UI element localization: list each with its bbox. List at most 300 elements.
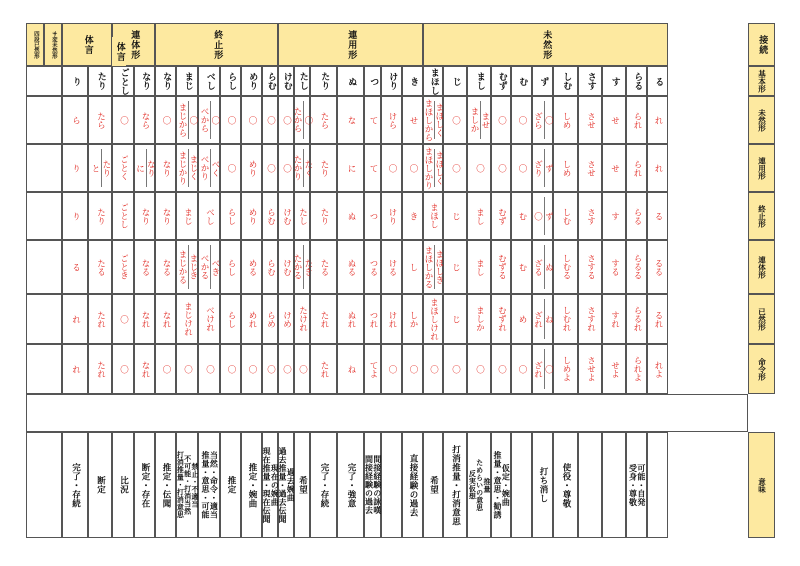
conj-form-variant: まほしく [433,103,444,137]
conj-form: 〇 [204,364,215,374]
conj-cell [443,96,467,144]
conj-cell [62,240,88,294]
conj-form: れ [652,115,663,125]
conj-form: たけれ [297,306,308,332]
conj-cell [155,192,176,240]
conj-form: たり [95,207,106,225]
base-form: なり [161,72,172,90]
conj-form: 〇 [246,115,257,125]
conj-cell [337,344,364,394]
conj-form-variant: まほしかり [423,146,433,190]
conj-form: れよ [652,360,663,378]
conj-form: む [516,262,527,272]
conj-cell [381,294,402,344]
conj-cell [155,96,176,144]
conj-form: て [367,163,378,173]
base-form: さす [585,72,596,90]
group-header-2 [155,23,278,66]
conj-form-variant: べかる [199,254,209,280]
meaning-cell [278,432,294,538]
conj-cell [532,144,553,192]
conj-cell [198,294,220,344]
conj-form: らむ [265,207,276,225]
base-form-cell [176,66,198,96]
conj-form: ぬ [345,211,356,221]
conj-cell [602,344,626,394]
conj-cell [491,144,511,192]
group-header-setsuzoku [748,23,775,66]
conj-form: する [609,258,620,276]
conj-form-variant: 〇 [543,115,554,125]
setsuzoku-label: 接続 [757,34,768,55]
conj-form: なる [160,258,171,276]
conj-cell [176,294,198,344]
conj-form: なれ [139,310,150,328]
conj-form: むずる [496,254,507,280]
conj-form: 〇 [225,115,236,125]
meaning-cell [262,432,278,538]
conj-form: せ [609,163,620,173]
conj-cell [294,294,310,344]
base-form: たし [297,72,308,90]
conj-cell [511,344,532,394]
conj-form: し [407,262,418,272]
meaning-line: 間接経験の過去 [364,455,374,515]
base-form-cell [198,66,220,96]
conj-form: つる [367,258,378,276]
conj-cell [491,294,511,344]
conj-cell [155,294,176,344]
conj-form: しむれ [560,306,571,332]
conj-cell [262,192,278,240]
conj-form: り [70,163,81,173]
conj-cell [532,344,553,394]
variant-divider [188,101,189,139]
variant-divider [434,245,435,289]
left-blank-1 [26,96,62,144]
conj-form: たる [95,258,106,276]
conj-form: られよ [631,356,642,382]
meaning-cell [491,432,511,538]
conj-cell [88,240,112,294]
conj-form: まし [474,207,485,225]
conj-cell [467,344,491,394]
conj-form: けり [386,207,397,225]
conj-form: 〇 [265,163,276,173]
meaning-cell [511,432,532,538]
conj-cell [402,144,423,192]
header-sahen-mizen [44,23,62,66]
meaning-text: 打消推量・打消意思 [450,444,461,526]
meaning-cell [602,432,626,538]
base-form: ごとし [118,67,129,95]
conj-cell [553,144,578,192]
meaning-cell [134,432,155,538]
conj-cell [364,192,381,240]
conj-form: 〇 [428,364,439,374]
conj-form: つれ [367,310,378,328]
conj-form: 〇 [265,364,276,374]
conj-cell [402,96,423,144]
conj-form: させ [585,111,596,129]
conj-form-variant: まほしから [423,98,433,142]
conj-form: める [246,258,257,276]
conj-cell [337,294,364,344]
conj-cell [626,144,647,192]
conj-cell [220,294,241,344]
base-form: らし [226,72,237,90]
conj-cell [310,344,337,394]
conj-form: ら [70,115,81,125]
row-label-text: 未然形 [757,108,767,132]
conj-form: じ [450,211,461,221]
conj-form: す [609,211,620,221]
conj-cell [112,240,134,294]
conj-form: しめよ [560,356,571,382]
conj-form-variant: ざら [532,111,543,129]
conj-form: なれ [160,310,171,328]
base-form: まじ [182,72,193,90]
conj-form: むず [496,207,507,225]
conj-form: めれ [246,310,257,328]
group-header-label: 連体形 [129,29,140,60]
conj-form: め [516,314,527,324]
conj-cell [402,192,423,240]
variant-divider [544,245,545,289]
row-label-7 [748,432,775,538]
conj-form: ぬれ [345,310,356,328]
row-label-5 [748,294,775,344]
conj-cell [88,144,112,192]
conj-cell [155,344,176,394]
conj-form: めり [246,207,257,225]
meaning-line: 推量・意思・可能 [201,451,210,519]
conj-form: 〇 [225,163,236,173]
conj-cell [511,192,532,240]
conj-form-variant: 〇 [543,364,554,374]
row-label-text: 已然形 [757,307,767,331]
conj-cell [626,192,647,240]
conj-cell [176,344,198,394]
conj-form: まし [474,258,485,276]
conj-cell [647,96,668,144]
conj-form: 〇 [281,163,292,173]
base-form-cell [364,66,381,96]
conj-form: れ [70,314,81,324]
conj-form: 〇 [496,364,507,374]
conj-form-variant: まほしかる [423,245,433,289]
conj-cell [467,240,491,294]
conj-cell [88,96,112,144]
conj-form-variant: ざれ [532,360,543,378]
base-form-cell [134,66,155,96]
conj-cell [647,144,668,192]
conj-cell [532,240,553,294]
meaning-cell [112,432,134,538]
conj-cell [491,240,511,294]
conj-cell [647,192,668,240]
conj-form: 〇 [474,364,485,374]
meaning-line: 打消推量・打消意思 [176,451,185,519]
conj-form: れ [652,163,663,173]
conj-cell [532,294,553,344]
conj-cell [553,240,578,294]
conj-cell [62,96,88,144]
conj-cell [134,192,155,240]
conj-cell [176,240,198,294]
conj-cell [423,294,443,344]
meaning-cell [647,432,668,538]
conj-cell [553,294,578,344]
conj-form: 〇 [246,364,257,374]
conj-cell [241,192,262,240]
conj-form-variant: たく [302,159,313,177]
base-form-cell [62,66,88,96]
conj-form: 〇 [450,163,461,173]
variant-divider [544,149,545,187]
conj-form: ぬる [345,258,356,276]
meaning-line: 禁止・不適当 [191,462,200,508]
base-form: むず [496,72,507,90]
conj-form: るる [652,258,663,276]
conj-form: 〇 [118,314,129,324]
conj-form-variant: たき [302,258,313,276]
base-form: す [609,76,620,86]
conj-cell [292,144,313,192]
conj-form-variant: なり [145,159,156,177]
conj-form: 〇 [160,115,171,125]
conj-form: 〇 [281,115,292,125]
conj-cell [423,344,443,394]
meaning-cell [310,432,337,538]
variant-divider [188,149,189,187]
meaning-line: 受身・尊敬 [628,463,638,507]
conj-form: ける [386,258,397,276]
row-label-text: 連体形 [757,255,767,279]
group-header-label: 体言 [82,34,93,55]
conj-form: せ [407,115,418,125]
conj-form: たら [95,111,106,129]
base-form-cell [443,66,467,96]
meaning-text: 希望 [297,476,308,494]
row-label-2 [748,144,775,192]
meaning-cell [626,432,647,538]
conj-form: 〇 [474,163,485,173]
conj-cell [553,96,578,144]
group-header-4 [423,23,668,66]
base-form-cell [88,66,112,96]
header-yodan-izen [26,23,44,66]
conj-form-variant: ましか [469,107,479,133]
left-blank-5 [26,294,62,344]
meaning-text: 直接経験の過去 [407,453,418,517]
spacer-band [26,394,748,432]
base-form-cell [294,66,310,96]
conj-form: けむ [281,258,292,276]
conj-form: たれ [95,310,106,328]
base-form-cell [532,66,553,96]
conj-cell [310,294,337,344]
conj-form: けら [386,111,397,129]
conj-cell [423,240,443,294]
conj-form-variant: たかる [292,254,302,280]
meaning-text: 断定 [95,476,106,494]
conj-form: 〇 [386,364,397,374]
conj-form-variant: ませ [479,111,490,129]
left-blank-6 [26,344,62,394]
conj-form: れ [70,364,81,374]
variant-divider [188,245,189,289]
row-label-text: 基本形 [757,69,767,93]
conj-cell [134,144,155,192]
conj-form: ましか [474,306,485,332]
meaning-line: 仮定・婉曲 [501,463,511,507]
conj-form: 〇 [407,364,418,374]
meaning-cell [241,432,262,538]
meaning-text: 完了・存続 [70,462,81,508]
base-form-cell [402,66,423,96]
base-form: たり [95,72,106,90]
conj-cell [467,192,491,240]
row-label-6 [748,344,775,394]
meaning-line: 推量 [483,477,492,493]
meaning-line: ためらいの意思 [475,458,484,512]
variant-divider [544,299,545,339]
variant-divider [210,101,211,139]
conj-form: らるれ [631,306,642,332]
base-form-cell [626,66,647,96]
conj-form: させ [585,159,596,177]
conj-form: なら [139,111,150,129]
conj-cell [553,192,578,240]
conj-cell [423,144,443,192]
conj-cell [134,240,155,294]
variant-divider [303,101,304,139]
conj-cell [176,192,198,240]
conj-cell [62,192,88,240]
conj-form: させよ [585,356,596,382]
conj-form-variant: まほしく [433,151,444,185]
conj-cell [278,294,294,344]
variant-divider [544,101,545,139]
conj-form: しむ [560,207,571,225]
conj-cell [241,96,262,144]
base-form: り [70,76,81,86]
variant-divider [210,245,211,289]
meaning-line: 現在推量・現在伝聞 [262,446,271,524]
conj-cell [443,294,467,344]
conj-form-variant: ぬ [543,262,554,272]
conj-form: 〇 [450,364,461,374]
meaning-text: 比況 [118,476,129,494]
conj-form: じ [450,314,461,324]
conj-cell [262,144,278,192]
meaning-line: 過去婉曲 [286,468,296,502]
meaning-line: 当然・命令・適当 [209,451,219,519]
base-form: らる [632,72,643,90]
conj-form-variant: ざる [532,258,543,276]
left-blank-3 [26,192,62,240]
variant-divider [544,197,545,235]
base-form-cell [262,66,278,96]
conj-form: 〇 [118,115,129,125]
conj-form: たる [318,258,329,276]
conj-cell [532,192,553,240]
row-label-text: 命令形 [757,357,767,381]
conj-cell [176,96,198,144]
conj-cell [467,144,491,192]
conj-form-variant: べから [199,107,209,133]
conj-cell [443,344,467,394]
conj-form: たれ [318,360,329,378]
base-form: けり [387,72,398,90]
conj-form: ね [345,364,356,374]
conj-cell [443,144,467,192]
base-form-cell [381,66,402,96]
conj-form: なり [160,207,171,225]
conj-form: べけれ [204,306,215,332]
conj-cell [134,294,155,344]
conj-cell [532,96,553,144]
conj-form: たれ [318,310,329,328]
group-header-label: 連用形 [346,29,357,60]
base-form-cell [220,66,241,96]
conj-form-variant: と [90,163,100,173]
conj-cell [220,344,241,394]
conj-form: まほし [428,203,439,229]
conj-cell [292,240,313,294]
conj-form: まほしけれ [428,297,439,341]
conj-cell [443,240,467,294]
base-form-cell [155,66,176,96]
conj-form: しむる [560,254,571,280]
conj-cell [647,240,668,294]
conj-cell [88,192,112,240]
conj-form: たり [318,159,329,177]
conj-cell [278,192,294,240]
base-form: む [517,76,528,86]
conj-cell [602,240,626,294]
base-form: らむ [265,72,276,90]
variant-divider [303,245,304,289]
conj-form: べし [204,207,215,225]
row-label-3 [748,192,775,240]
conj-form-variant: に [134,163,145,173]
conj-form: 〇 [496,163,507,173]
conj-form: ごとき [118,254,129,280]
base-form-cell [310,66,337,96]
meaning-cell [364,432,381,538]
conj-cell [602,144,626,192]
base-form-cell [423,66,443,96]
row-label-text: 終止形 [757,204,767,228]
base-form-cell [467,66,491,96]
conj-form: さする [585,254,596,280]
conj-form-variant: まほしき [433,250,444,284]
conj-form: 〇 [281,364,292,374]
conj-form: さす [585,207,596,225]
conj-form: てよ [367,360,378,378]
conj-form: な [345,115,356,125]
conj-cell [443,192,467,240]
base-form-cell [491,66,511,96]
conj-form-variant: ね [543,314,554,324]
base-form: しむ [561,72,572,90]
meaning-cell [532,432,553,538]
meaning-cell [443,432,467,538]
conj-cell [198,96,220,144]
left-blank-2 [26,144,62,192]
